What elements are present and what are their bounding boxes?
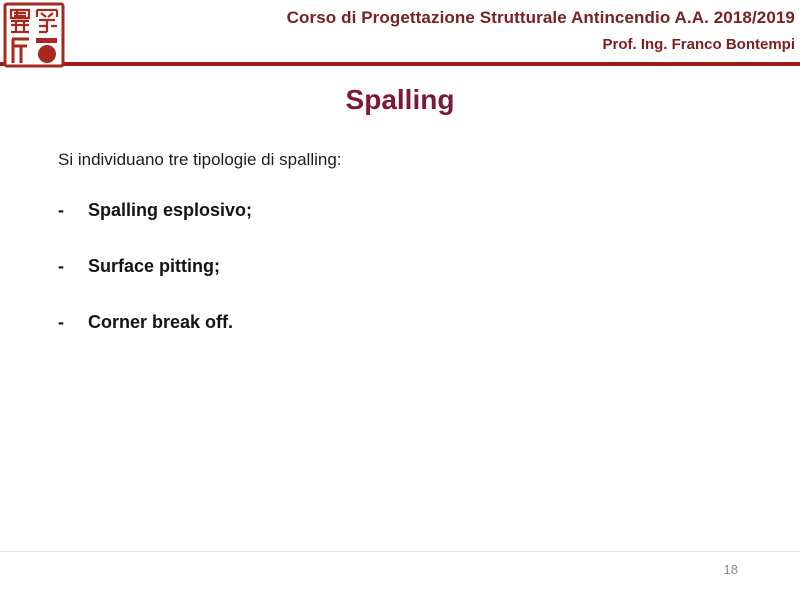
intro-text: Si individuano tre tipologie di spalling: xyxy=(58,150,342,169)
bullet-item xyxy=(58,200,698,221)
bullet-marker: - xyxy=(58,256,64,276)
bullet-marker: - xyxy=(58,312,64,332)
bullet-item xyxy=(58,312,698,333)
bullet-text: Surface pitting; xyxy=(88,256,221,276)
slide-title: Spalling xyxy=(345,84,455,115)
red-seal-logo-icon xyxy=(3,2,65,68)
bullet-item xyxy=(58,256,698,277)
bullet-marker: - xyxy=(58,200,64,220)
course-title: Corso di Progettazione Strutturale Antincendio A.A. 2018/2019 xyxy=(286,8,795,27)
bullet-text: Corner break off. xyxy=(88,312,234,332)
bullet-text: Spalling esplosivo; xyxy=(88,200,253,220)
page-number: 18 xyxy=(723,562,738,577)
footer-divider-line xyxy=(0,551,800,552)
professor-name: Prof. Ing. Franco Bontempi xyxy=(602,36,795,53)
bullet-list xyxy=(58,200,698,368)
header-divider-bar xyxy=(0,62,800,66)
